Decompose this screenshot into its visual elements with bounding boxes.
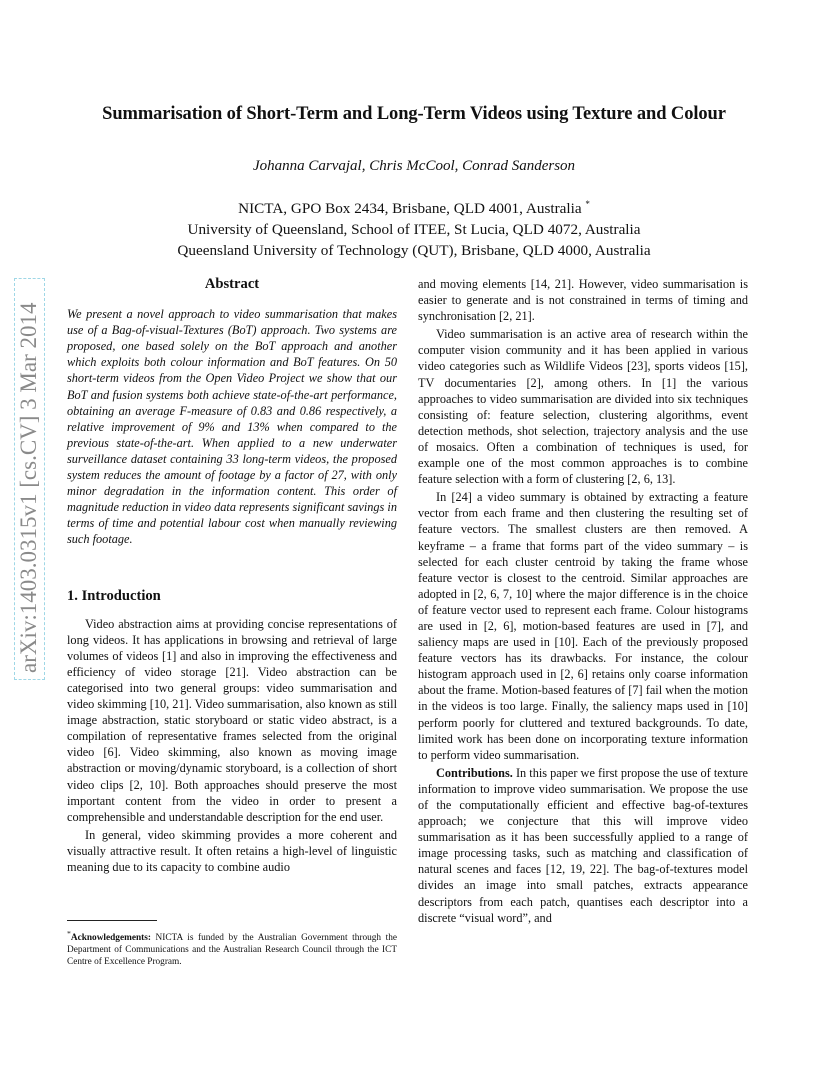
footnote-lead: Acknowledgements:: [70, 933, 151, 944]
affiliation-1: NICTA, GPO Box 2434, Brisbane, QLD 4001, Australia *: [238, 199, 590, 218]
footnote-rule: [67, 920, 157, 921]
right-paragraph-2: In [24] a video summary is obtained by extracting a feature vector from each frame and then clustering the resulting set of feature vectors. The smallest clusters are then removed. A keyframe – a frame that forms part of the video summary – is selected for each cluster centroid by taking the frame whose feature vector is closest to the centroid. Similar approaches are adopted in [2, 6, 7, 10] where the major difference is in the choice of feature vector used to represent each frame. Colour histograms are used in [2, 6], motion-based features are used in [7], and saliency maps are used in [10]. Each of the previously proposed feature vectors has its drawbacks. For instance, the colour histogram approach used in [2, 6] retains only coarse information about the frame. Motion-based features of [7] fail when the motion in the videos is too large. Finally, the saliency maps used in [10] perform poorly for cluttered and textured backgrounds. To date, limited work has been done on incorporating texture information to perform video summarisation.: [418, 490, 748, 762]
right-column: [418, 276, 748, 926]
contributions-lead: Contributions.: [436, 765, 513, 780]
arxiv-stamp: arXiv:1403.0315v1 [cs.CV] 3 Mar 2014: [14, 278, 45, 680]
affiliation-footnote-marker: *: [585, 199, 590, 209]
intro-paragraph-2: In general, video skimming provides a more coherent and visually attractive result. It often retains a high-level of linguistic meaning due to its capacity to combine audio: [67, 827, 397, 874]
acknowledgements-footnote: [67, 928, 397, 968]
section-heading-introduction: 1. Introduction: [67, 587, 161, 604]
left-column: [67, 276, 397, 875]
affiliations: [40, 194, 788, 261]
author-list: Johanna Carvajal, Chris McCool, Conrad Sanderson: [252, 158, 576, 174]
paper-title: Summarisation of Short-Term and Long-Term Videos using Texture and Colour: [102, 104, 726, 124]
footnote-text: NICTA is funded by the Australian Government through the Department of Communications and the Australian Research Council through the ICT Centre of Excellence Program.: [67, 933, 397, 968]
affiliation-3: Queensland University of Technology (QUT), Brisbane, QLD 4000, Australia: [177, 242, 651, 260]
contributions-paragraph: [418, 765, 748, 926]
abstract-text: We present a novel approach to video summarisation that makes use of a Bag-of-visual-Textures (BoT) approach. Two systems are proposed, one based solely on the BoT approach and another which exploits both colour information and BoT features. On 50 short-term videos from the Open Video Project we show that our BoT and fusion systems both achieve state-of-the-art performance, obtaining an average F-measure of 0.83 and 0.86 respectively, a relative improvement of 9% and 13% when compared to the previous state-of-the-art. When applied to a new underwater surveillance dataset containing 33 long-term videos, the proposed system reduces the amount of footage by a factor of 27, with only minor degradation in the information content. This order of magnitude reduction in video data represents significant savings in terms of time and potential labour cost when manually reviewing such footage.: [67, 307, 397, 547]
footnote-marker: *: [67, 929, 71, 938]
abstract-heading: Abstract: [204, 276, 260, 292]
right-paragraph-1: Video summarisation is an active area of research within the computer vision community and it has been applied in various video categories such as Wildlife Videos [23], sports videos [15], TV documentaries [2], among others. In [1] the various approaches to video summarisation are divided into six techniques consisting of: feature selection, clustering algorithms, event detection methods, shot selection, trajectory analysis and the use of mosaics. Often a combination of techniques is used, for example one of the most common approaches is to combine feature selection with a form of clustering [2, 6, 13].: [418, 327, 748, 487]
affiliation-2: University of Queensland, School of ITEE, St Lucia, QLD 4072, Australia: [187, 221, 641, 239]
right-paragraph-continued: and moving elements [14, 21]. However, video summarisation is easier to generate and is not constrained in terms of timing and synchronisation [2, 21].: [418, 277, 748, 324]
intro-paragraph-1: Video abstraction aims at providing concise representations of long videos. It has applications in browsing and retrieval of large volumes of videos [1] and also in improving the effectiveness and efficiency of video storage [21]. Video abstraction can be categorised into two general groups: video summarisation and video skimming [10, 21]. Video summarisation, also known as still image abstraction, static storyboard or static video abstract, is a compilation of representative frames selected from the original video [6]. Video skimming, also known as moving image abstraction or moving/dynamic storyboard, is a collection of short video clips [2, 10]. Both approaches should preserve the most important content from the video in order to present a comprehensible and understandable description for the end user.: [67, 616, 397, 824]
contributions-text: In this paper we first propose the use of texture information to improve video summarisation. We propose the use of the computationally efficient and effective bag-of-textures approach; we conjecture that this will improve video summarisation as it has been successfully applied to a range of image processing tasks, such as matching and classification of natural scenes and faces [12, 19, 22]. The bag-of-textures model divides an image into small patches, extracts appearance descriptors from each patch, quantises each descriptor into a discrete “visual word”, and: [418, 765, 748, 925]
